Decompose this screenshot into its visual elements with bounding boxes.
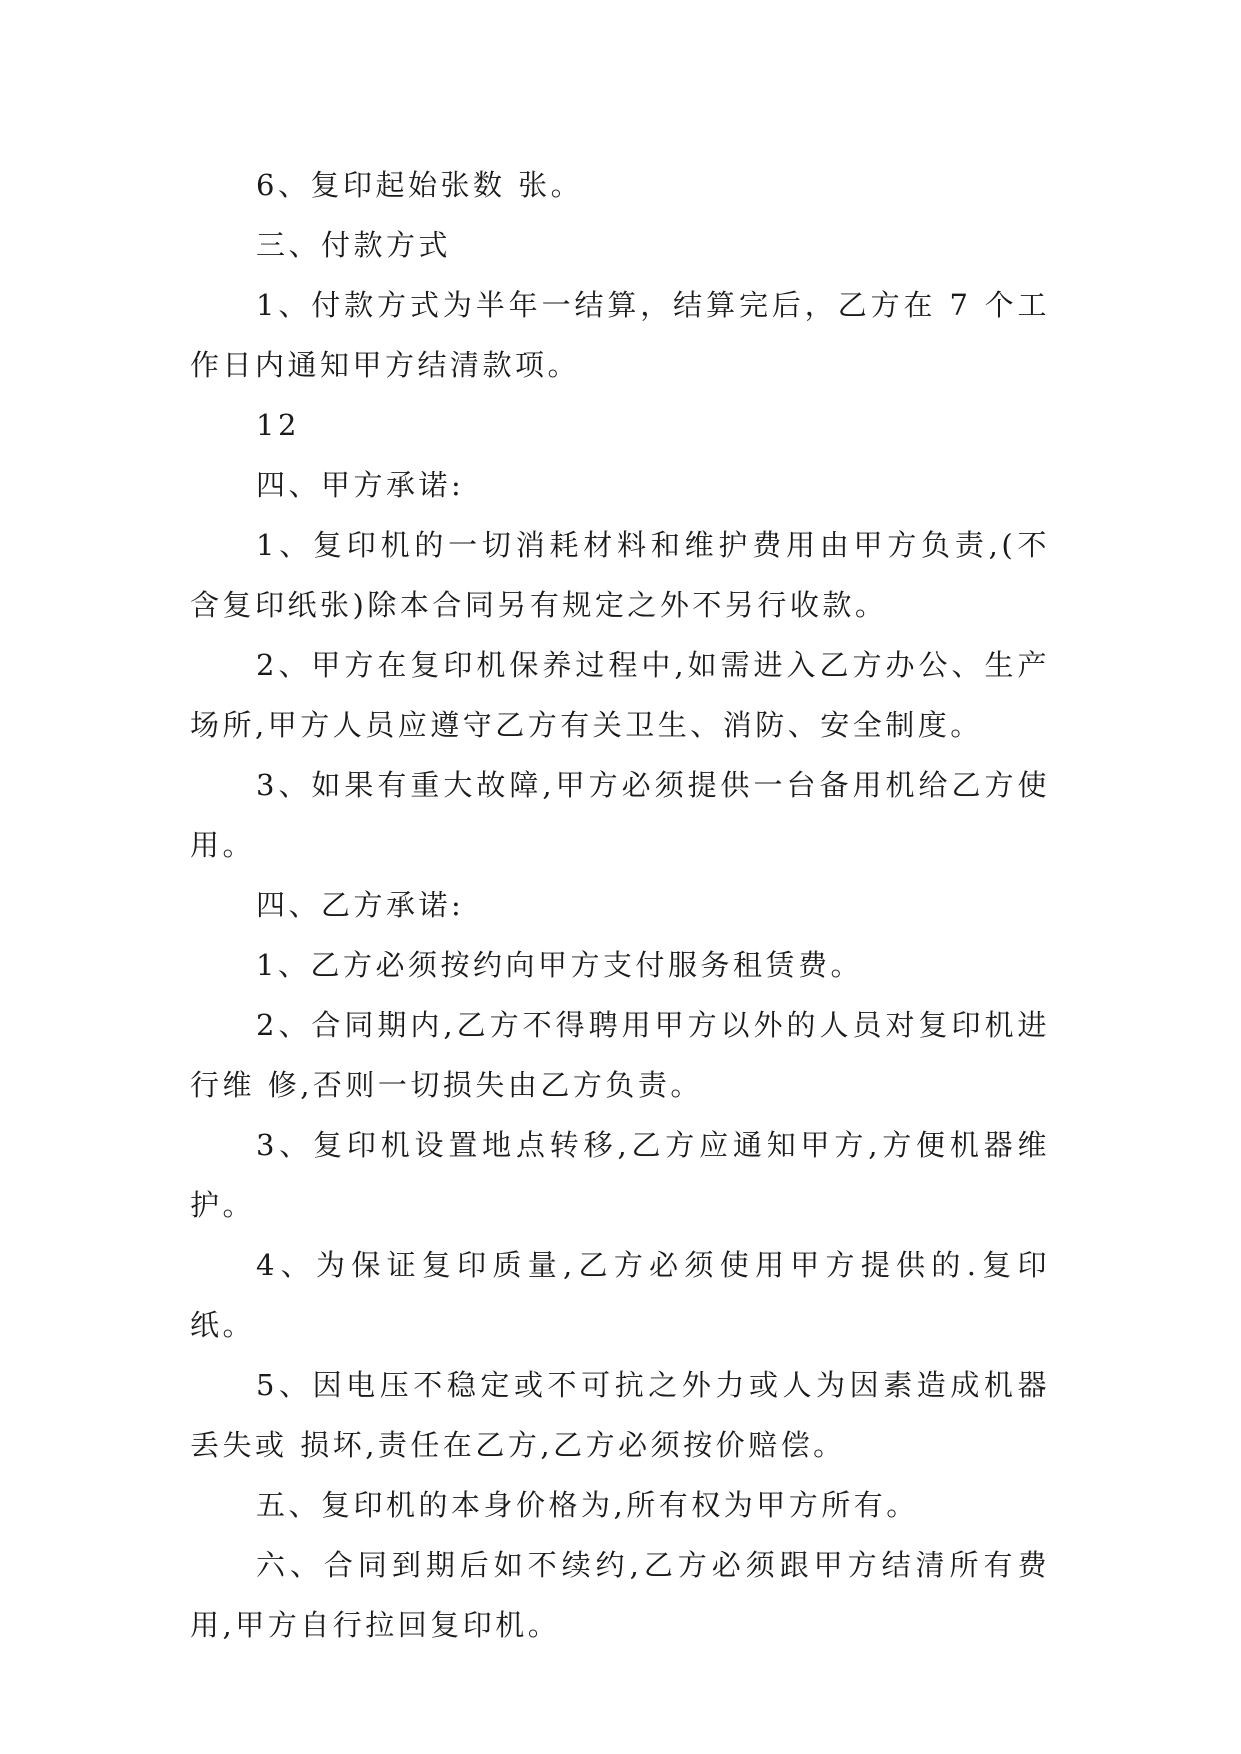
paragraph-party-b-item-5: 5、因电压不稳定或不可抗之外力或人为因素造成机器丢失或 损坏,责任在乙方,乙方必须按价赔偿。 [190,1368,1050,1462]
document-body [190,155,1050,1655]
paragraph-payment-terms: 1、付款方式为半年一结算，结算完后，乙方在 7 个工作日内通知甲方结清款项。 [190,288,1050,382]
section-heading-copier-price-ownership: 五、复印机的本身价格为,所有权为甲方所有。 [256,1488,919,1522]
paragraph-party-a-item-2: 2、甲方在复印机保养过程中,如需进入乙方办公、生产场所,甲方人员应遵守乙方有关卫生、消防、安全制度。 [190,648,1050,742]
paragraph-party-b-item-2: 2、合同期内,乙方不得聘用甲方以外的人员对复印机进行维 修,否则一切损失由乙方负责。 [190,1008,1050,1102]
paragraph-party-a-item-1: 1、复印机的一切消耗材料和维护费用由甲方负责,(不含复印纸张)除本合同另有规定之外不另行收款。 [190,528,1050,622]
section-heading-party-b-commitments: 四、乙方承诺: [256,888,465,922]
section-heading-party-a-commitments: 四、甲方承诺: [256,468,465,502]
paragraph-copy-start-count: 6、复印起始张数 张。 [256,168,584,202]
paragraph-party-b-item-1: 1、乙方必须按约向甲方支付服务租赁费。 [256,948,863,982]
paragraph-party-a-item-3: 3、如果有重大故障,甲方必须提供一台备用机给乙方使用。 [190,768,1050,862]
section-heading-payment-method: 三、付款方式 [256,228,452,262]
paragraph-party-b-item-3: 3、复印机设置地点转移,乙方应通知甲方,方便机器维护。 [190,1128,1050,1222]
paragraph-party-b-item-4: 4、为保证复印质量,乙方必须使用甲方提供的.复印纸。 [190,1248,1050,1342]
paragraph-stray-number: 12 [256,408,300,442]
section-heading-contract-expiry: 六、合同到期后如不续约,乙方必须跟甲方结清所有费用,甲方自行拉回复印机。 [190,1548,1050,1642]
